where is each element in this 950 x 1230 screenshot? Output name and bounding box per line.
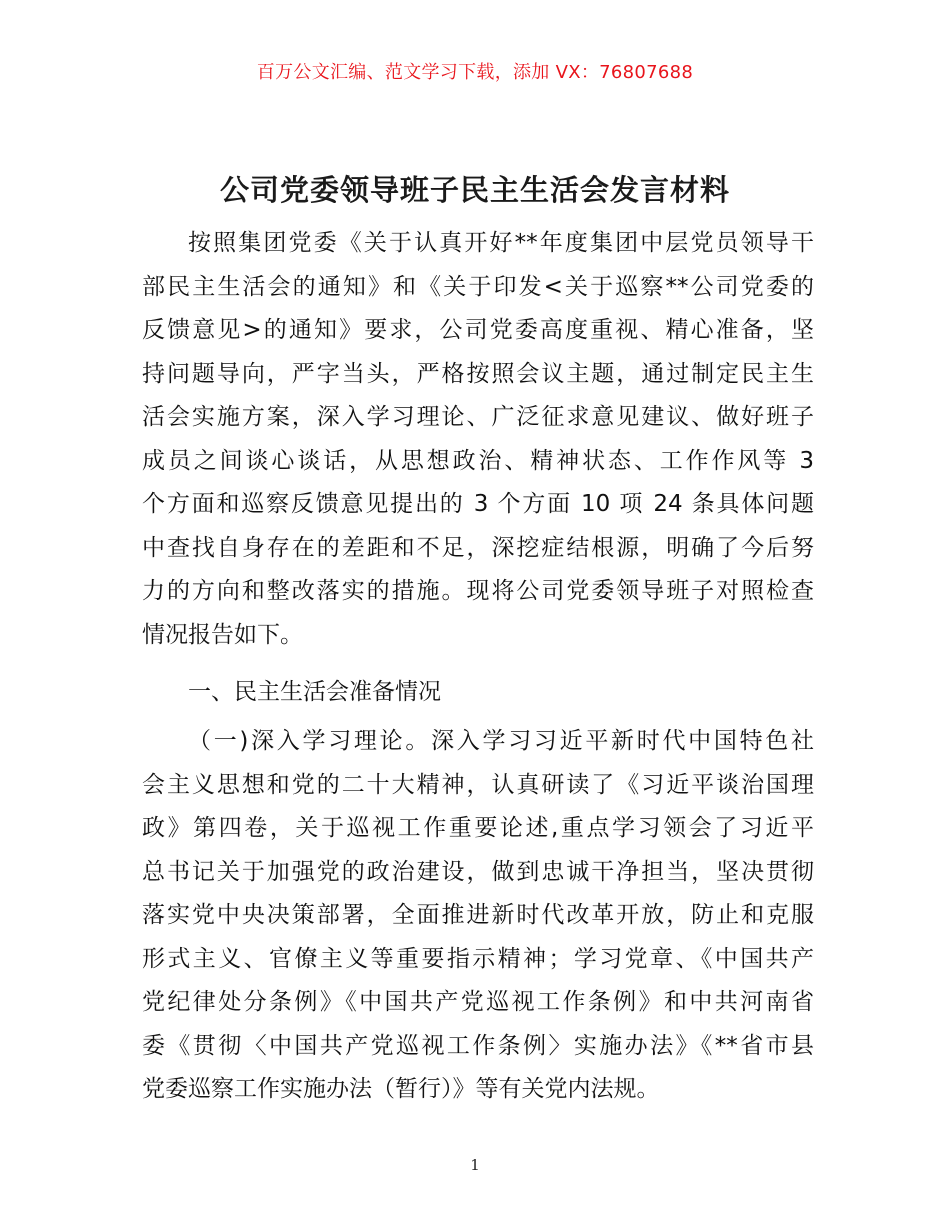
text-line: 形式主义、官僚主义等重要指示精神；学习党章、《中国共产 [142,945,814,972]
paragraph-intro [142,222,814,657]
header-banner: 百万公文汇编、范文学习下载，添加 VX：76807688 [256,62,694,83]
text-line: 党委巡察工作实施办法（暂行）》等有关党内法规。 [142,1076,660,1102]
document-title: 公司党委领导班子民主生活会发言材料 [219,173,730,207]
text-line: 个方面和巡察反馈意见提出的 3 个方面 10 项 24 条具体问题 [142,491,814,517]
text-line: 活会实施方案，深入学习理论、广泛征求意见建议、做好班子 [142,404,814,430]
text-line: 持问题导向，严字当头，严格按照会议主题，通过制定民主生 [142,360,814,387]
text-line: 总书记关于加强党的政治建设，做到忠诚干净担当，坚决贯彻 [142,858,814,885]
text-line: 落实党中央决策部署，全面推进新时代改革开放，防止和克服 [142,902,814,928]
text-line: 成员之间谈心谈话，从思想政治、精神状态、工作作风等 3 [142,447,814,474]
paragraph-study-theory [142,720,814,1112]
page-number: 1 [470,1156,480,1174]
text-line: 会主义思想和党的二十大精神，认真研读了《习近平谈治国理 [142,771,814,798]
text-line: 力的方向和整改落实的措施。现将公司党委领导班子对照检查 [142,578,814,604]
text-line: 党纪律处分条例》《中国共产党巡视工作条例》和中共河南省 [142,989,814,1015]
text-line: 反馈意见>的通知》要求，公司党委高度重视、精心准备，坚 [142,317,814,343]
text-line: （一)深入学习理论。深入学习习近平新时代中国特色社 [188,728,814,754]
section-heading-text: 一、民主生活会准备情况 [188,679,441,705]
text-line: 部民主生活会的通知》和《关于印发<关于巡察**公司党委的 [142,273,814,300]
text-line: 按照集团党委《关于认真开好**年度集团中层党员领导干 [188,230,814,256]
text-line: 情况报告如下。 [142,621,303,648]
text-line: 委《贯彻〈中国共产党巡视工作条例〉实施办法》《**省市县 [142,1032,814,1059]
section-heading [142,671,814,715]
text-line: 中查找自身存在的差距和不足，深挖症结根源，明确了今后努 [142,534,814,561]
text-line: 政》第四卷，关于巡视工作重要论述,重点学习领会了习近平 [142,815,814,841]
